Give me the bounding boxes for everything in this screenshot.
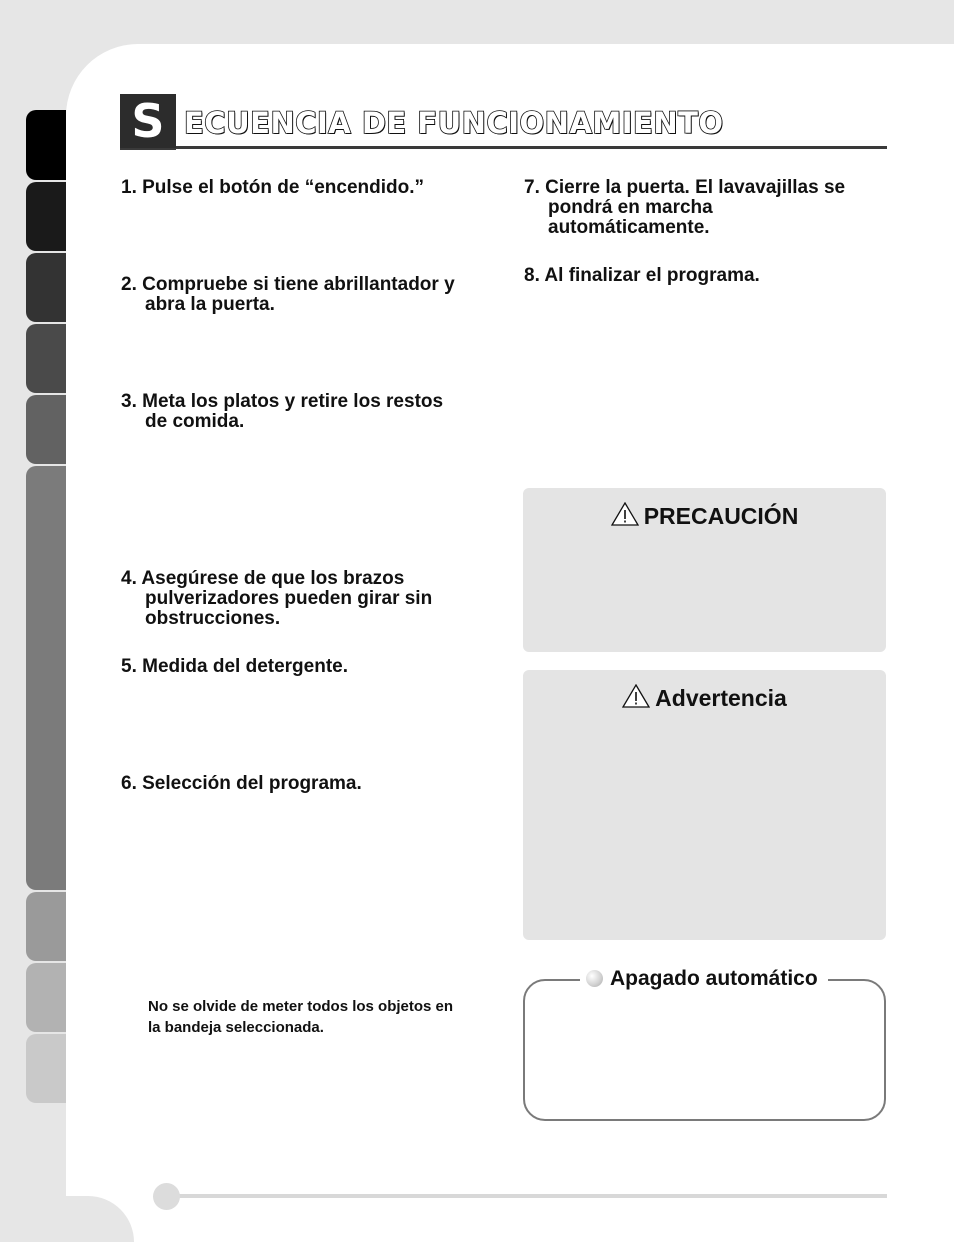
step-4	[121, 569, 525, 629]
step-5-line1: 5. Medida del detergente.	[121, 656, 348, 677]
step-6	[121, 774, 525, 794]
caution-box	[523, 488, 886, 652]
header-rule-left	[120, 148, 176, 150]
step-2-line1: 2. Compruebe si tiene abrillantador y	[121, 274, 455, 295]
step-4-line2: pulverizadores pueden girar sin	[145, 588, 433, 609]
warning-triangle-icon	[611, 502, 639, 526]
step-8-line1: 8. Al finalizar el programa.	[524, 265, 760, 286]
footer-page-dot	[153, 1183, 180, 1210]
tray-note-line1: No se olvide de meter todos los objetos en	[148, 998, 454, 1015]
step-3-line1: 3. Meta los platos y retire los restos	[121, 391, 444, 412]
step-3-line2: de comida.	[145, 411, 245, 432]
chapter-tab-2[interactable]	[26, 182, 66, 251]
chapter-tab-7[interactable]	[26, 892, 66, 961]
footer-rule	[166, 1194, 887, 1198]
step-4-line3: obstrucciones.	[145, 608, 281, 629]
tray-note	[148, 996, 488, 1038]
page-title: ECUENCIA DE FUNCIONAMIENTO	[184, 106, 724, 140]
step-8	[524, 266, 928, 286]
tray-note-line2: la bandeja seleccionada.	[148, 1019, 324, 1036]
section-header	[120, 94, 887, 152]
step-2	[121, 275, 525, 315]
header-initial: S	[120, 94, 176, 148]
step-4-line1: 4. Asegúrese de que los brazos	[121, 568, 405, 589]
caution-heading	[523, 502, 886, 530]
step-5	[121, 657, 525, 677]
step-6-line1: 6. Selección del programa.	[121, 773, 362, 794]
chapter-tab-6[interactable]	[26, 466, 66, 890]
chapter-tab-9[interactable]	[26, 1034, 66, 1103]
step-7	[524, 178, 928, 238]
caution-title: PRECAUCIÓN	[643, 503, 799, 529]
warning-box	[523, 670, 886, 940]
auto-off-heading	[580, 966, 828, 992]
step-1	[121, 178, 525, 198]
chapter-tab-4[interactable]	[26, 324, 66, 393]
step-7-line3: automáticamente.	[548, 217, 710, 238]
warning-title: Advertencia	[655, 685, 787, 711]
step-1-line1: 1. Pulse el botón de “encendido.”	[121, 177, 424, 198]
bullet-circle-icon	[586, 970, 603, 987]
step-7-line1: 7. Cierre la puerta. El lavavajillas se	[524, 177, 846, 198]
auto-off-title: Apagado automático	[610, 967, 818, 990]
step-3	[121, 392, 525, 432]
chapter-tab-3[interactable]	[26, 253, 66, 322]
chapter-tab-1[interactable]	[26, 110, 66, 180]
step-2-line2: abra la puerta.	[145, 294, 275, 315]
header-rule	[176, 146, 887, 149]
warning-triangle-icon	[622, 684, 650, 708]
step-7-line2: pondrá en marcha	[548, 197, 713, 218]
warning-heading	[523, 684, 886, 712]
chapter-tab-8[interactable]	[26, 963, 66, 1032]
auto-off-box	[523, 979, 886, 1121]
chapter-tab-5[interactable]	[26, 395, 66, 464]
